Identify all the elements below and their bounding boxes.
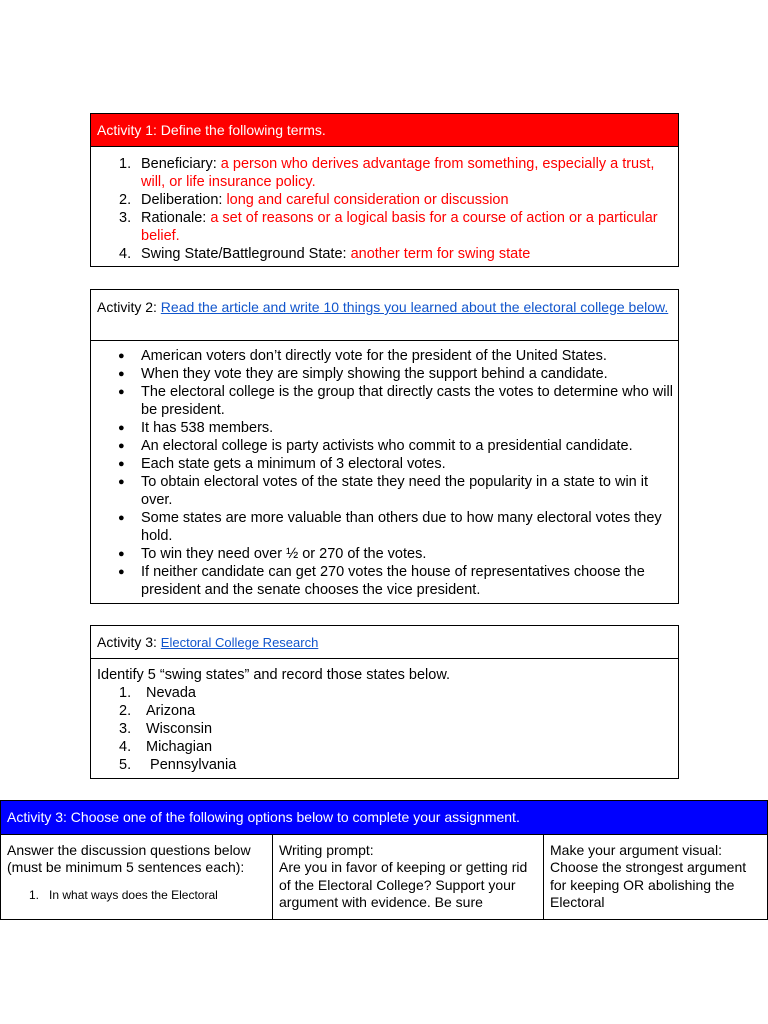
bullet-icon: ● <box>118 350 125 362</box>
learned-text: To win they need over ½ or 270 of the votes. <box>141 546 427 562</box>
swing-state-number: 2. <box>119 703 132 719</box>
activity3-research-box <box>90 625 679 779</box>
learned-text: Each state gets a minimum of 3 electoral votes. <box>141 456 446 472</box>
swing-state-item <box>91 684 678 702</box>
learned-item <box>91 455 678 473</box>
discussion-question-number: 1. <box>29 887 40 902</box>
activity2-label: Activity 2: <box>97 299 161 315</box>
activity3-label: Activity 3: <box>97 634 161 650</box>
term-label: Rationale: <box>141 210 211 226</box>
swing-state-number: 4. <box>119 739 132 755</box>
swing-state-name: Nevada <box>146 685 196 701</box>
learned-item <box>91 383 678 419</box>
learned-text: An electoral college is party activists who commit to a presidential candidate. <box>141 438 633 454</box>
learned-text: If neither candidate can get 270 votes the house of representatives choose the president and the senate chooses the vice president. <box>141 564 645 598</box>
swing-state-item <box>91 756 678 774</box>
learned-text: Some states are more valuable than others due to how many electoral votes they hold. <box>141 510 662 544</box>
term-definition: another term for swing state <box>350 246 531 262</box>
swing-state-item <box>91 720 678 738</box>
term-number: 1. <box>119 156 132 172</box>
bullet-icon: ● <box>118 368 125 380</box>
activity1-box <box>90 113 679 267</box>
learned-text: It has 538 members. <box>141 420 274 436</box>
learned-text: The electoral college is the group that directly casts the votes to determine who will be president. <box>141 384 673 418</box>
learned-item <box>91 545 678 563</box>
term-number: 2. <box>119 192 132 208</box>
option-writing-prompt: Writing prompt: Are you in favor of keeping or getting rid of the Electoral College? Support your argument with evidence. Be sure <box>273 834 544 919</box>
activity2-article-link[interactable]: Read the article and write 10 things you learned about the electoral college below. <box>160 299 669 315</box>
swing-state-number: 3. <box>119 721 132 737</box>
term-item <box>91 155 678 191</box>
term-definition: a set of reasons or a logical basis for a course of action or a particular belief. <box>141 210 658 244</box>
option-visual-argument: Make your argument visual: Choose the strongest argument for keeping OR abolishing the Electoral <box>544 834 768 919</box>
discussion-question-item <box>7 887 266 905</box>
bullet-icon: ● <box>118 476 125 488</box>
bullet-icon: ● <box>118 422 125 434</box>
term-item <box>91 209 678 245</box>
learned-text: American voters don’t directly vote for the president of the United States. <box>141 348 607 364</box>
bullet-icon: ● <box>118 458 125 470</box>
bullet-icon: ● <box>118 548 125 560</box>
learned-item <box>91 419 678 437</box>
bullet-icon: ● <box>118 512 125 524</box>
bullet-icon: ● <box>118 566 125 578</box>
swing-states-list <box>91 684 678 774</box>
activity3-options-header: Activity 3: Choose one of the following options below to complete your assignment. <box>1 801 768 835</box>
swing-state-number: 5. <box>119 757 132 773</box>
term-definition: a person who derives advantage from something, especially a trust, will, or life insurance policy. <box>141 156 655 190</box>
swing-state-name: Wisconsin <box>146 721 213 737</box>
term-label: Swing State/Battleground State: <box>141 246 351 262</box>
learned-item <box>91 365 678 383</box>
term-label: Deliberation: <box>141 192 227 208</box>
learned-text: To obtain electoral votes of the state they need the popularity in a state to win it over. <box>141 474 649 508</box>
term-label: Beneficiary: <box>141 156 221 172</box>
option-discussion-text: Answer the discussion questions below (must be minimum 5 sentences each): <box>7 841 251 875</box>
learned-item <box>91 473 678 509</box>
electoral-college-research-link[interactable]: Electoral College Research <box>160 635 319 650</box>
activity3-research-header <box>91 626 678 659</box>
swing-state-item <box>91 738 678 756</box>
option-discussion-questions <box>1 834 273 919</box>
activity3-options-table <box>0 800 768 920</box>
activity2-learned-list <box>91 341 678 599</box>
swing-state-name: Michagian <box>146 739 213 755</box>
learned-text: When they vote they are simply showing the support behind a candidate. <box>141 366 608 382</box>
learned-item <box>91 437 678 455</box>
swing-state-number: 1. <box>119 685 132 701</box>
learned-item <box>91 347 678 365</box>
term-number: 4. <box>119 246 132 262</box>
bullet-icon: ● <box>118 440 125 452</box>
activity2-header <box>91 290 678 341</box>
term-number: 3. <box>119 210 132 226</box>
term-definition: long and careful consideration or discussion <box>226 192 509 208</box>
swing-state-name: Arizona <box>146 703 196 719</box>
swing-state-item <box>91 702 678 720</box>
activity2-box <box>90 289 679 604</box>
bullet-icon: ● <box>118 386 125 398</box>
activity1-term-list <box>91 147 678 263</box>
term-item <box>91 245 678 263</box>
swing-states-prompt: Identify 5 “swing states” and record those states below. <box>97 667 451 683</box>
term-item <box>91 191 678 209</box>
activity1-header: Activity 1: Define the following terms. <box>91 114 678 147</box>
swing-state-name: Pennsylvania <box>146 757 237 773</box>
learned-item <box>91 563 678 599</box>
discussion-question-text: In what ways does the Electoral <box>49 887 218 902</box>
learned-item <box>91 509 678 545</box>
